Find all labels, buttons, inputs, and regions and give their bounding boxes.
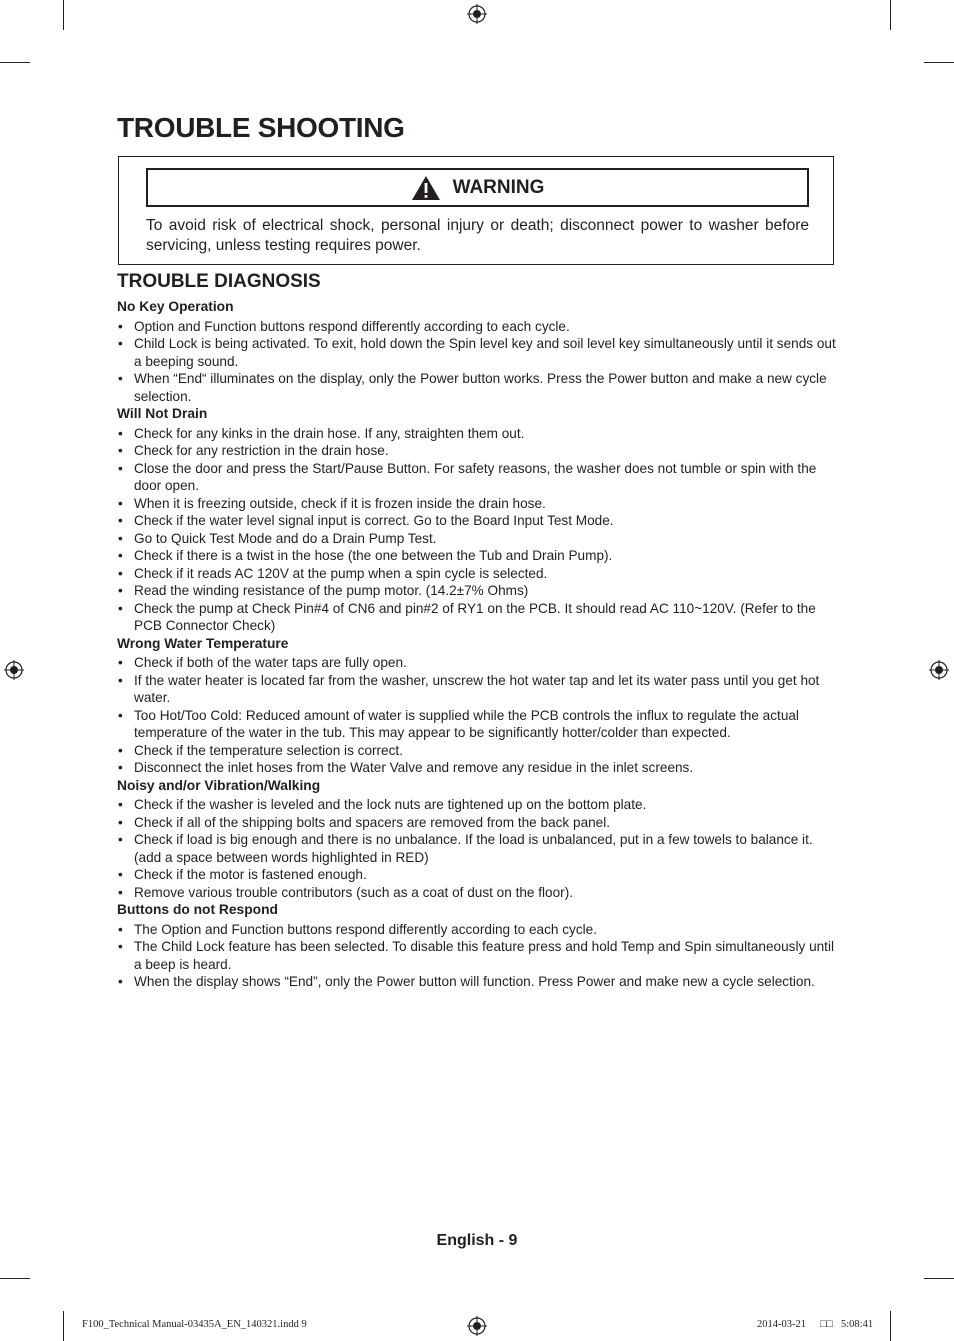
crop-mark	[890, 0, 891, 30]
list-item: • Check for any restriction in the drain hose.	[117, 442, 837, 460]
list-item: • Remove various trouble contributors (such as a coat of dust on the floor).	[117, 884, 837, 902]
list-item: • Go to Quick Test Mode and do a Drain Pump Test.	[117, 530, 837, 548]
diagnosis-group	[117, 405, 837, 635]
registration-mark-icon	[929, 660, 949, 680]
page-title: TROUBLE SHOOTING	[117, 112, 405, 143]
bullet-list	[117, 796, 837, 901]
registration-mark-icon	[4, 660, 24, 680]
crop-mark	[63, 1311, 64, 1341]
diagnosis-group	[117, 298, 837, 405]
list-item: • Close the door and press the Start/Pause Button. For safety reasons, the washer does not tumble or spin with the door open.	[117, 460, 837, 495]
section-title: TROUBLE DIAGNOSIS	[117, 271, 321, 292]
warning-box	[118, 156, 834, 265]
crop-mark	[63, 0, 64, 30]
list-item: • The Option and Function buttons respond differently according to each cycle.	[117, 921, 837, 939]
list-item: • Check if load is big enough and there is no unbalance. If the load is unbalanced, put in a few towels to balance it. (add a space between words highlighted in RED)	[117, 831, 837, 866]
warning-triangle-icon	[411, 175, 441, 201]
list-item: • Check if there is a twist in the hose (the one between the Tub and Drain Pump).	[117, 547, 837, 565]
list-item: • Too Hot/Too Cold: Reduced amount of water is supplied while the PCB controls the influx to regulate the actual temperature of the water in the tub. This may appear to be significantly hotter/colder than expected.	[117, 707, 837, 742]
slug-file-name: F100_Technical Manual-03435A_EN_140321.indd 9	[82, 1319, 307, 1330]
slug-time: 5:08:41	[841, 1319, 874, 1330]
diagnosis-group	[117, 635, 837, 777]
group-title: Buttons do not Respond	[117, 902, 278, 917]
diagnosis-content	[117, 298, 837, 991]
bullet-list	[117, 425, 837, 635]
slug-time-marker: □□	[820, 1319, 833, 1330]
list-item: • Check if the washer is leveled and the lock nuts are tightened up on the bottom plate.	[117, 796, 837, 814]
list-item: • Check if both of the water taps are fully open.	[117, 654, 837, 672]
list-item: • Check if the temperature selection is correct.	[117, 742, 837, 760]
group-title: Noisy and/or Vibration/Walking	[117, 777, 321, 793]
list-item: • Option and Function buttons respond differently according to each cycle.	[117, 318, 837, 336]
list-item: • Check if it reads AC 120V at the pump when a spin cycle is selected.	[117, 565, 837, 583]
page-number: English - 9	[436, 1232, 518, 1249]
group-title: No Key Operation	[117, 299, 234, 314]
list-item: • Check if the motor is fastened enough.	[117, 866, 837, 884]
bullet-list	[117, 318, 837, 406]
diagnosis-group	[117, 901, 837, 991]
diagnosis-group	[117, 777, 837, 902]
bullet-list	[117, 921, 837, 991]
crop-mark	[0, 1278, 30, 1279]
list-item: • Check if the water level signal input is correct. Go to the Board Input Test Mode.	[117, 512, 837, 530]
group-title: Wrong Water Temperature	[117, 635, 289, 651]
warning-label: WARNING	[452, 176, 545, 198]
list-item: • When “End“ illuminates on the display, only the Power button works. Press the Power button and make a new cycle selection.	[117, 370, 837, 405]
list-item: • If the water heater is located far from the washer, unscrew the hot water tap and let its water pass until you get hot water.	[117, 672, 837, 707]
list-item: • Check the pump at Check Pin#4 of CN6 and pin#2 of RY1 on the PCB. It should read AC 110~120V. (Refer to the PCB Connector Check)	[117, 600, 837, 635]
list-item: • When the display shows “End”, only the Power button will function. Press Power and make new a cycle selection.	[117, 973, 837, 991]
list-item: • Check if all of the shipping bolts and spacers are removed from the back panel.	[117, 814, 837, 832]
list-item: • The Child Lock feature has been selected. To disable this feature press and hold Temp and Spin simultaneously until a beep is heard.	[117, 938, 837, 973]
crop-mark	[890, 1311, 891, 1341]
warning-text: To avoid risk of electrical shock, personal injury or death; disconnect power to washer before servicing, unless testing requires power.	[146, 217, 809, 254]
list-item: • Child Lock is being activated. To exit, hold down the Spin level key and soil level key simultaneously until it sends out a beeping sound.	[117, 335, 837, 370]
list-item: • Check for any kinks in the drain hose. If any, straighten them out.	[117, 425, 837, 443]
slug-date: 2014-03-21	[757, 1319, 806, 1330]
crop-mark	[924, 1278, 954, 1279]
group-title: Will Not Drain	[117, 406, 208, 421]
crop-mark	[0, 62, 30, 63]
registration-mark-icon	[467, 1316, 487, 1336]
list-item: • Disconnect the inlet hoses from the Water Valve and remove any residue in the inlet screens.	[117, 759, 837, 777]
list-item: • Read the winding resistance of the pump motor. (14.2±7% Ohms)	[117, 582, 837, 600]
crop-mark	[924, 62, 954, 63]
list-item: • When it is freezing outside, check if it is frozen inside the drain hose.	[117, 495, 837, 513]
bullet-list	[117, 654, 837, 777]
registration-mark-icon	[467, 4, 487, 24]
warning-header	[146, 168, 809, 207]
